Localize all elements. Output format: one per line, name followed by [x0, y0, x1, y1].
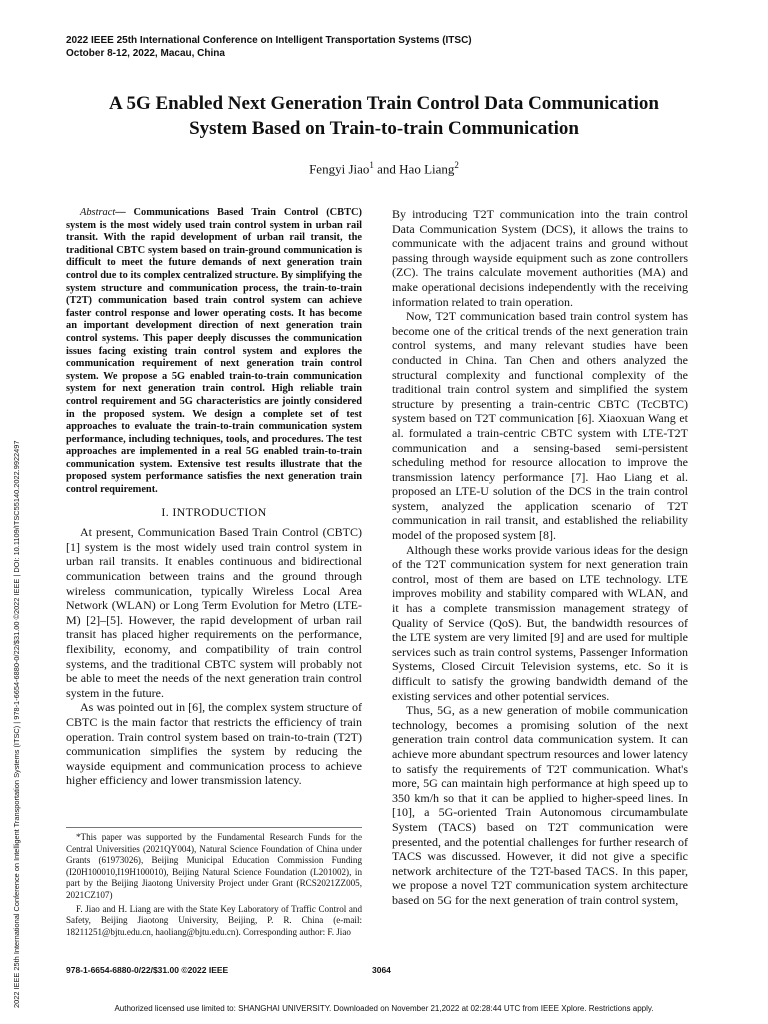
author-1: Fengyi Jiao	[309, 161, 370, 177]
author-1-affiliation: 1	[369, 160, 374, 170]
body-paragraph-4: Thus, 5G, as a new generation of mobile communication technology, becomes a promising solution of the next generation train control data communication system. It can achieve more abundant spectrum resources and lower latency to satisfy the requirements of T2T communication. What's more, 5G can maintain high performance at high speed up to 350 km/h so that it can be applied to higher-speed lines. In [10], a 5G-oriented Train Autonomous circumambulate System (TACS) based on T2T communication were presented, and the potential challenges for further research of TACS was discussed. However, it did not give a specific network architecture of the T2T-based TACS. In this paper, we propose a novel T2T communication system architecture based on 5G for the next generation of train control system,	[392, 703, 688, 907]
license-notice: Authorized licensed use limited to: SHANGHAI UNIVERSITY. Downloaded on November 21,2022 at 02:28:44 UTC from IEEE Xplore. Restrictions apply.	[114, 1004, 654, 1013]
left-column	[66, 207, 362, 788]
page-number: 3064	[372, 965, 391, 975]
conference-name: 2022 IEEE 25th International Conference on Intelligent Transportation Systems (ITSC)	[66, 35, 472, 46]
author-conjunction: and	[373, 161, 400, 177]
author-list	[40, 160, 728, 177]
abstract-text: Communications Based Train Control (CBTC) system is the most widely used train control system in urban rail transit. With the rapid development of urban rail transit, the traditional CBTC system based on train-ground communication is difficult to meet the future demands of next generation train control due to its complex centralized structure. By simplifying the system structure and communication process, the train-to-train (T2T) communication based train control system can achieve faster control response and lower operating costs. It has become an important development direction of next generation train control systems. This paper deeply discusses the communication issues facing existing train control system and explores the communication requirement of next generation train control system. We propose a 5G enabled train-to-train communication system for next generation train control. High reliable train control requirement and 5G characteristics are jointly considered in the proposed system. We design a complete set of test approaches to evaluate the train-to-train communication system performance, including techniques, tools, and procedures. The test approaches are implemented in a real 5G enabled train-to-train communication system. Extensive test results illustrate that the proposed system performance satisfies the next generation train control requirement.	[66, 207, 362, 496]
intro-paragraph-2: As was pointed out in [6], the complex system structure of CBTC is the main factor that restricts the efficiency of train operation. Train control system based on train-to-train (T2T) communication simplifies the system by reducing the wayside equipment and communication process to achieve higher efficiency and lower transmission latency.	[66, 700, 362, 788]
body-paragraph-1: By introducing T2T communication into the train control Data Communication System (DCS), it allows the trains to communicate with the adjacent trains and ground without passing through wayside equipment such as zone controllers (ZC). The trains calculate movement authorities (MA) and make operational decisions independently with the receiving information related to train operation.	[392, 207, 688, 309]
author-2: Hao Liang	[399, 161, 455, 177]
footer-isbn: 978-1-6654-6880-0/22/$31.00 ©2022 IEEE	[66, 965, 229, 975]
author-2-affiliation: 2	[454, 160, 459, 170]
sidebar-citation: 2022 IEEE 25th International Conference on Intelligent Transportation Systems (ITSC) | 978-1-6654-6880-0/22/$31.00 ©2022 IEEE | DOI: 10.1109/ITSC55140.2022.9922497	[12, 440, 21, 1008]
abstract-dash: —	[115, 207, 134, 218]
right-column	[392, 207, 688, 908]
footnote-funding: *This paper was supported by the Fundamental Research Funds for the Central Universities (2021QY004), Natural Science Foundation of China under Grants (61973026), Beijing Municipal Education Commission Funding (I20H100010,I19H100010), Beijing Natural Science Foundation (L201002), in part by the Beijing Jiaotong University Project under Grant (RCS2021ZZ005, 2021CZ107)	[66, 832, 362, 900]
body-paragraph-3: Although these works provide various ideas for the design of the T2T communication system for next generation train control, most of them are based on LTE technology. LTE improves mobility and stability compared with WLAN, and it has a complete transmission management strategy of Quality of Service (QoS). But, the bandwidth resources of the LTE system are very limited [9] and are used for multiple services such as train control systems, Passenger Information Systems, Closed Circuit Television systems, etc. So it is difficult to satisfy the growing bandwidth demand of the existing services and other potential services.	[392, 542, 688, 703]
section-heading-introduction: I. INTRODUCTION	[161, 504, 267, 519]
title-line-1: A 5G Enabled Next Generation Train Control Data Communication	[109, 93, 659, 114]
abstract	[66, 207, 362, 497]
footnotes	[66, 827, 362, 940]
body-paragraph-2: Now, T2T communication based train control system has become one of the critical trends of the next generation train control systems, and many relevant studies have been conducted in China. Tan Chen and others analyzed the structural complexity and functional complexity of the traditional train control system and simplified the system structure by presenting a train-centric CBTC (TcCBTC) system based on T2T communication [6]. Xiaoxuan Wang et al. formulated a train-centric CBTC system with LTE-T2T communication and a sensing-based semi-persistent scheduling method for resource allocation to improve the transmission latency performance [7]. Hao Liang et al. proposed an LTE-U solution of the DCS in the train control system, analyzed the application scenario of T2T communication in rail transit, and established the reliability model of the proposed system [8].	[392, 309, 688, 543]
paper-title	[40, 91, 728, 141]
intro-paragraph-1: At present, Communication Based Train Control (CBTC) [1] system is the most widely used train control system in urban rail transits. It enables continuous and bidirectional communication between trains and the ground through wireless communication, typically Wireless Local Area Network (WLAN) or Long Term Evolution for Metro (LTE-M) [2]–[5]. However, the rapid development of urban rail transit has placed higher requirements on the performance, flexibility, economy, and compatibility of train control systems, and the traditional CBTC system will probably not be able to meet the needs of the next generation train control system in the future.	[66, 525, 362, 700]
abstract-label: Abstract	[80, 207, 116, 218]
title-line-2: System Based on Train-to-train Communication	[189, 118, 579, 139]
conference-date-location: October 8-12, 2022, Macau, China	[66, 48, 225, 59]
conference-header	[66, 34, 472, 60]
footnote-affiliation: F. Jiao and H. Liang are with the State Key Laboratory of Traffic Control and Safety, Beijing Jiaotong University, Beijing, P. R. China (e-mail: 18211251@bjtu.edu.cn, haoliang@bjtu.edu.cn). Corresponding author: F. Jiao	[66, 903, 362, 937]
